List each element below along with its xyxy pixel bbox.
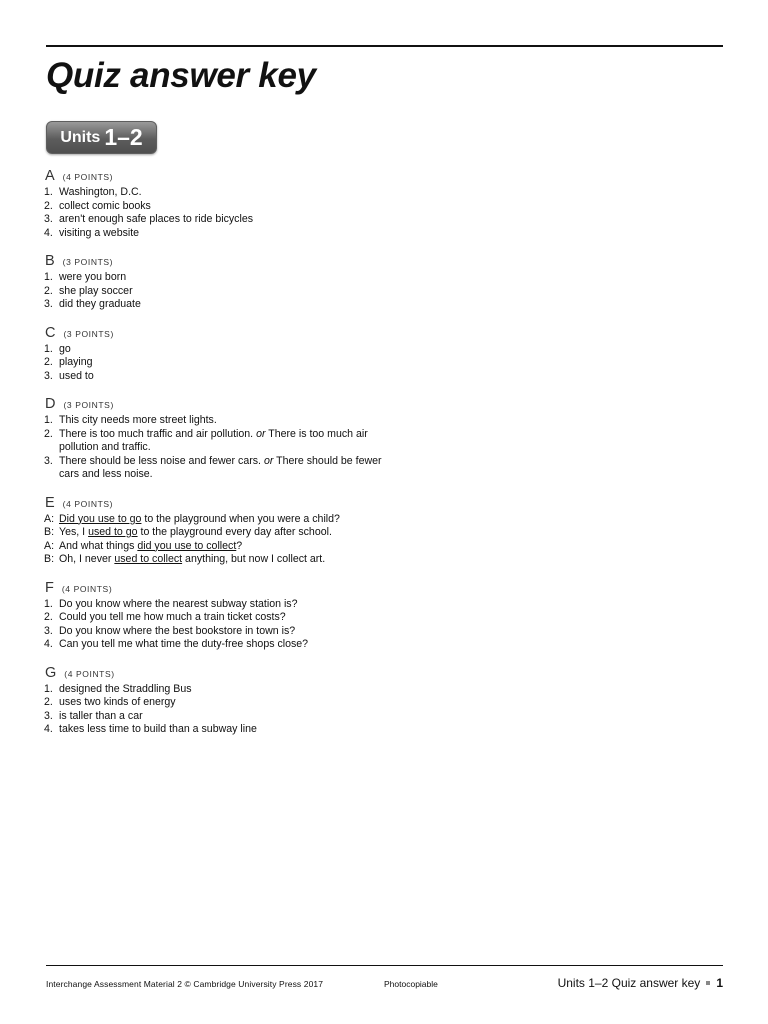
dialogue-line <box>44 540 384 554</box>
section-d <box>44 398 384 482</box>
speaker-label: B: <box>44 553 55 565</box>
section-letter: G <box>45 664 57 681</box>
item-number: 3. <box>44 369 53 382</box>
answer-item <box>44 370 384 384</box>
section-letter: F <box>45 579 54 596</box>
section-points: (3 POINTS) <box>63 400 114 410</box>
item-text: is taller than a car <box>59 709 143 722</box>
item-number: 1. <box>44 414 53 426</box>
units-badge-numbers: 1–2 <box>104 124 143 150</box>
units-badge-word: Units <box>60 128 101 146</box>
item-text: Could you tell me how much a train ticket costs? <box>59 611 286 623</box>
item-number: 2. <box>44 611 53 623</box>
section-heading <box>44 664 384 682</box>
section-heading <box>44 170 384 185</box>
answer-item <box>44 611 384 625</box>
section-e <box>44 494 384 567</box>
item-number: 2. <box>44 696 53 708</box>
speaker-label: A: <box>44 539 55 552</box>
photocopiable-label: Photocopiable <box>384 979 438 989</box>
section-letter: D <box>45 396 56 412</box>
item-text: Washington, D.C. <box>59 186 142 198</box>
underlined-answer: Did you use to go <box>59 512 142 525</box>
page-title: Quiz answer key <box>46 56 316 95</box>
page-number: 1 <box>716 976 723 990</box>
section-letter: C <box>45 324 56 341</box>
square-separator-icon <box>706 981 710 985</box>
or-label: or <box>263 454 274 467</box>
answer-item <box>44 343 384 357</box>
bottom-rule <box>46 965 723 966</box>
speaker-label: A: <box>44 512 55 525</box>
answer-option-b: There is too much air pollution and traffic. <box>59 427 368 453</box>
answer-item <box>44 271 384 285</box>
section-c <box>44 324 384 384</box>
underlined-answer: used to go <box>88 526 138 538</box>
answer-item <box>44 638 384 652</box>
dialogue-before: Yes, I <box>59 526 86 538</box>
item-text: uses two kinds of energy <box>59 696 176 708</box>
item-number: 3. <box>44 709 53 722</box>
item-number: 4. <box>44 723 53 735</box>
section-g <box>44 664 384 737</box>
answer-item <box>44 696 384 710</box>
answer-option-b: There should be fewer cars and less noise. <box>59 454 382 480</box>
item-text: aren't enough safe places to ride bicycles <box>59 213 254 225</box>
answer-item <box>44 213 384 227</box>
item-text: visiting a website <box>59 226 140 239</box>
answer-item <box>44 710 384 724</box>
top-rule <box>46 45 723 47</box>
section-f <box>44 579 384 652</box>
page-footer <box>46 976 723 992</box>
item-text: This city needs more street lights. <box>59 414 217 426</box>
section-letter: B <box>45 253 55 269</box>
dialogue-after: to the playground every day after school. <box>140 526 332 538</box>
item-text: were you born <box>59 271 127 283</box>
answer-item <box>44 428 384 455</box>
item-text: takes less time to build than a subway line <box>59 723 257 735</box>
dialogue-line <box>44 553 384 567</box>
answer-item <box>44 723 384 737</box>
dialogue-line <box>44 513 384 527</box>
item-text: she play soccer <box>59 284 133 297</box>
item-text: Do you know where the nearest subway station is? <box>59 597 298 610</box>
answer-item <box>44 683 384 697</box>
item-text <box>59 455 384 482</box>
item-number: 3. <box>44 298 53 310</box>
section-points: (4 POINTS) <box>62 172 114 182</box>
section-heading <box>44 255 384 270</box>
dialogue-after: to the playground when you were a child? <box>144 512 340 525</box>
answer-item <box>44 598 384 612</box>
speaker-label: B: <box>44 526 55 538</box>
item-text: collect comic books <box>59 199 151 212</box>
answer-item <box>44 227 384 241</box>
item-number: 3. <box>44 213 53 225</box>
section-heading <box>44 494 384 512</box>
section-points: (3 POINTS) <box>62 257 114 267</box>
section-points: (4 POINTS) <box>64 668 115 679</box>
item-number: 2. <box>44 199 53 212</box>
item-number: 3. <box>44 624 53 637</box>
answer-item <box>44 200 384 214</box>
section-letter: E <box>45 494 55 511</box>
section-points: (3 POINTS) <box>63 328 114 339</box>
answer-item <box>44 455 384 482</box>
or-label: or <box>256 427 266 440</box>
item-number: 2. <box>44 427 53 440</box>
dialogue-after: anything, but now I collect art. <box>185 553 326 565</box>
answer-key-content <box>44 170 384 752</box>
answer-item <box>44 625 384 639</box>
section-heading <box>44 579 384 597</box>
answer-item <box>44 186 384 200</box>
item-number: 1. <box>44 682 53 695</box>
dialogue-text <box>59 526 384 540</box>
section-points: (4 POINTS) <box>62 498 114 509</box>
section-heading <box>44 398 384 413</box>
item-number: 1. <box>44 597 53 610</box>
answer-item <box>44 285 384 299</box>
item-number: 1. <box>44 342 53 355</box>
dialogue-after: ? <box>236 539 243 552</box>
underlined-answer: did you use to collect <box>137 539 237 552</box>
item-number: 4. <box>44 638 53 650</box>
answer-option-a: There should be less noise and fewer cars. <box>59 454 261 467</box>
item-text: used to <box>59 369 94 382</box>
dialogue-before: Oh, I never <box>59 553 112 565</box>
answer-item <box>44 298 384 312</box>
dialogue-line <box>44 526 384 540</box>
answer-item <box>44 414 384 428</box>
item-text: designed the Straddling Bus <box>59 682 192 695</box>
underlined-answer: used to collect <box>114 553 183 565</box>
copyright-notice: Interchange Assessment Material 2 © Cambridge University Press 2017 <box>46 979 324 989</box>
item-text: Can you tell me what time the duty-free shops close? <box>59 638 309 650</box>
footer-title: Units 1–2 Quiz answer key <box>557 976 701 990</box>
item-number: 2. <box>44 284 53 297</box>
answer-item <box>44 356 384 370</box>
section-b <box>44 255 384 312</box>
item-number: 3. <box>44 454 53 467</box>
units-badge <box>46 121 157 154</box>
item-text: playing <box>59 356 93 368</box>
dialogue-text <box>59 513 384 527</box>
dialogue-before: And what things <box>59 539 135 552</box>
item-number: 4. <box>44 226 53 239</box>
item-text: Do you know where the best bookstore in town is? <box>59 624 296 637</box>
item-text: did they graduate <box>59 298 141 310</box>
section-points: (4 POINTS) <box>61 583 113 594</box>
item-text: go <box>59 342 71 355</box>
section-letter: A <box>45 168 55 184</box>
section-heading <box>44 324 384 342</box>
dialogue-text <box>59 553 384 567</box>
item-number: 2. <box>44 356 53 368</box>
footer-title-group <box>558 976 723 990</box>
section-a <box>44 170 384 240</box>
dialogue-text <box>59 540 384 554</box>
item-number: 1. <box>44 271 53 283</box>
item-text <box>59 428 384 455</box>
answer-option-a: There is too much traffic and air pollution. <box>59 427 254 440</box>
item-number: 1. <box>44 186 53 198</box>
